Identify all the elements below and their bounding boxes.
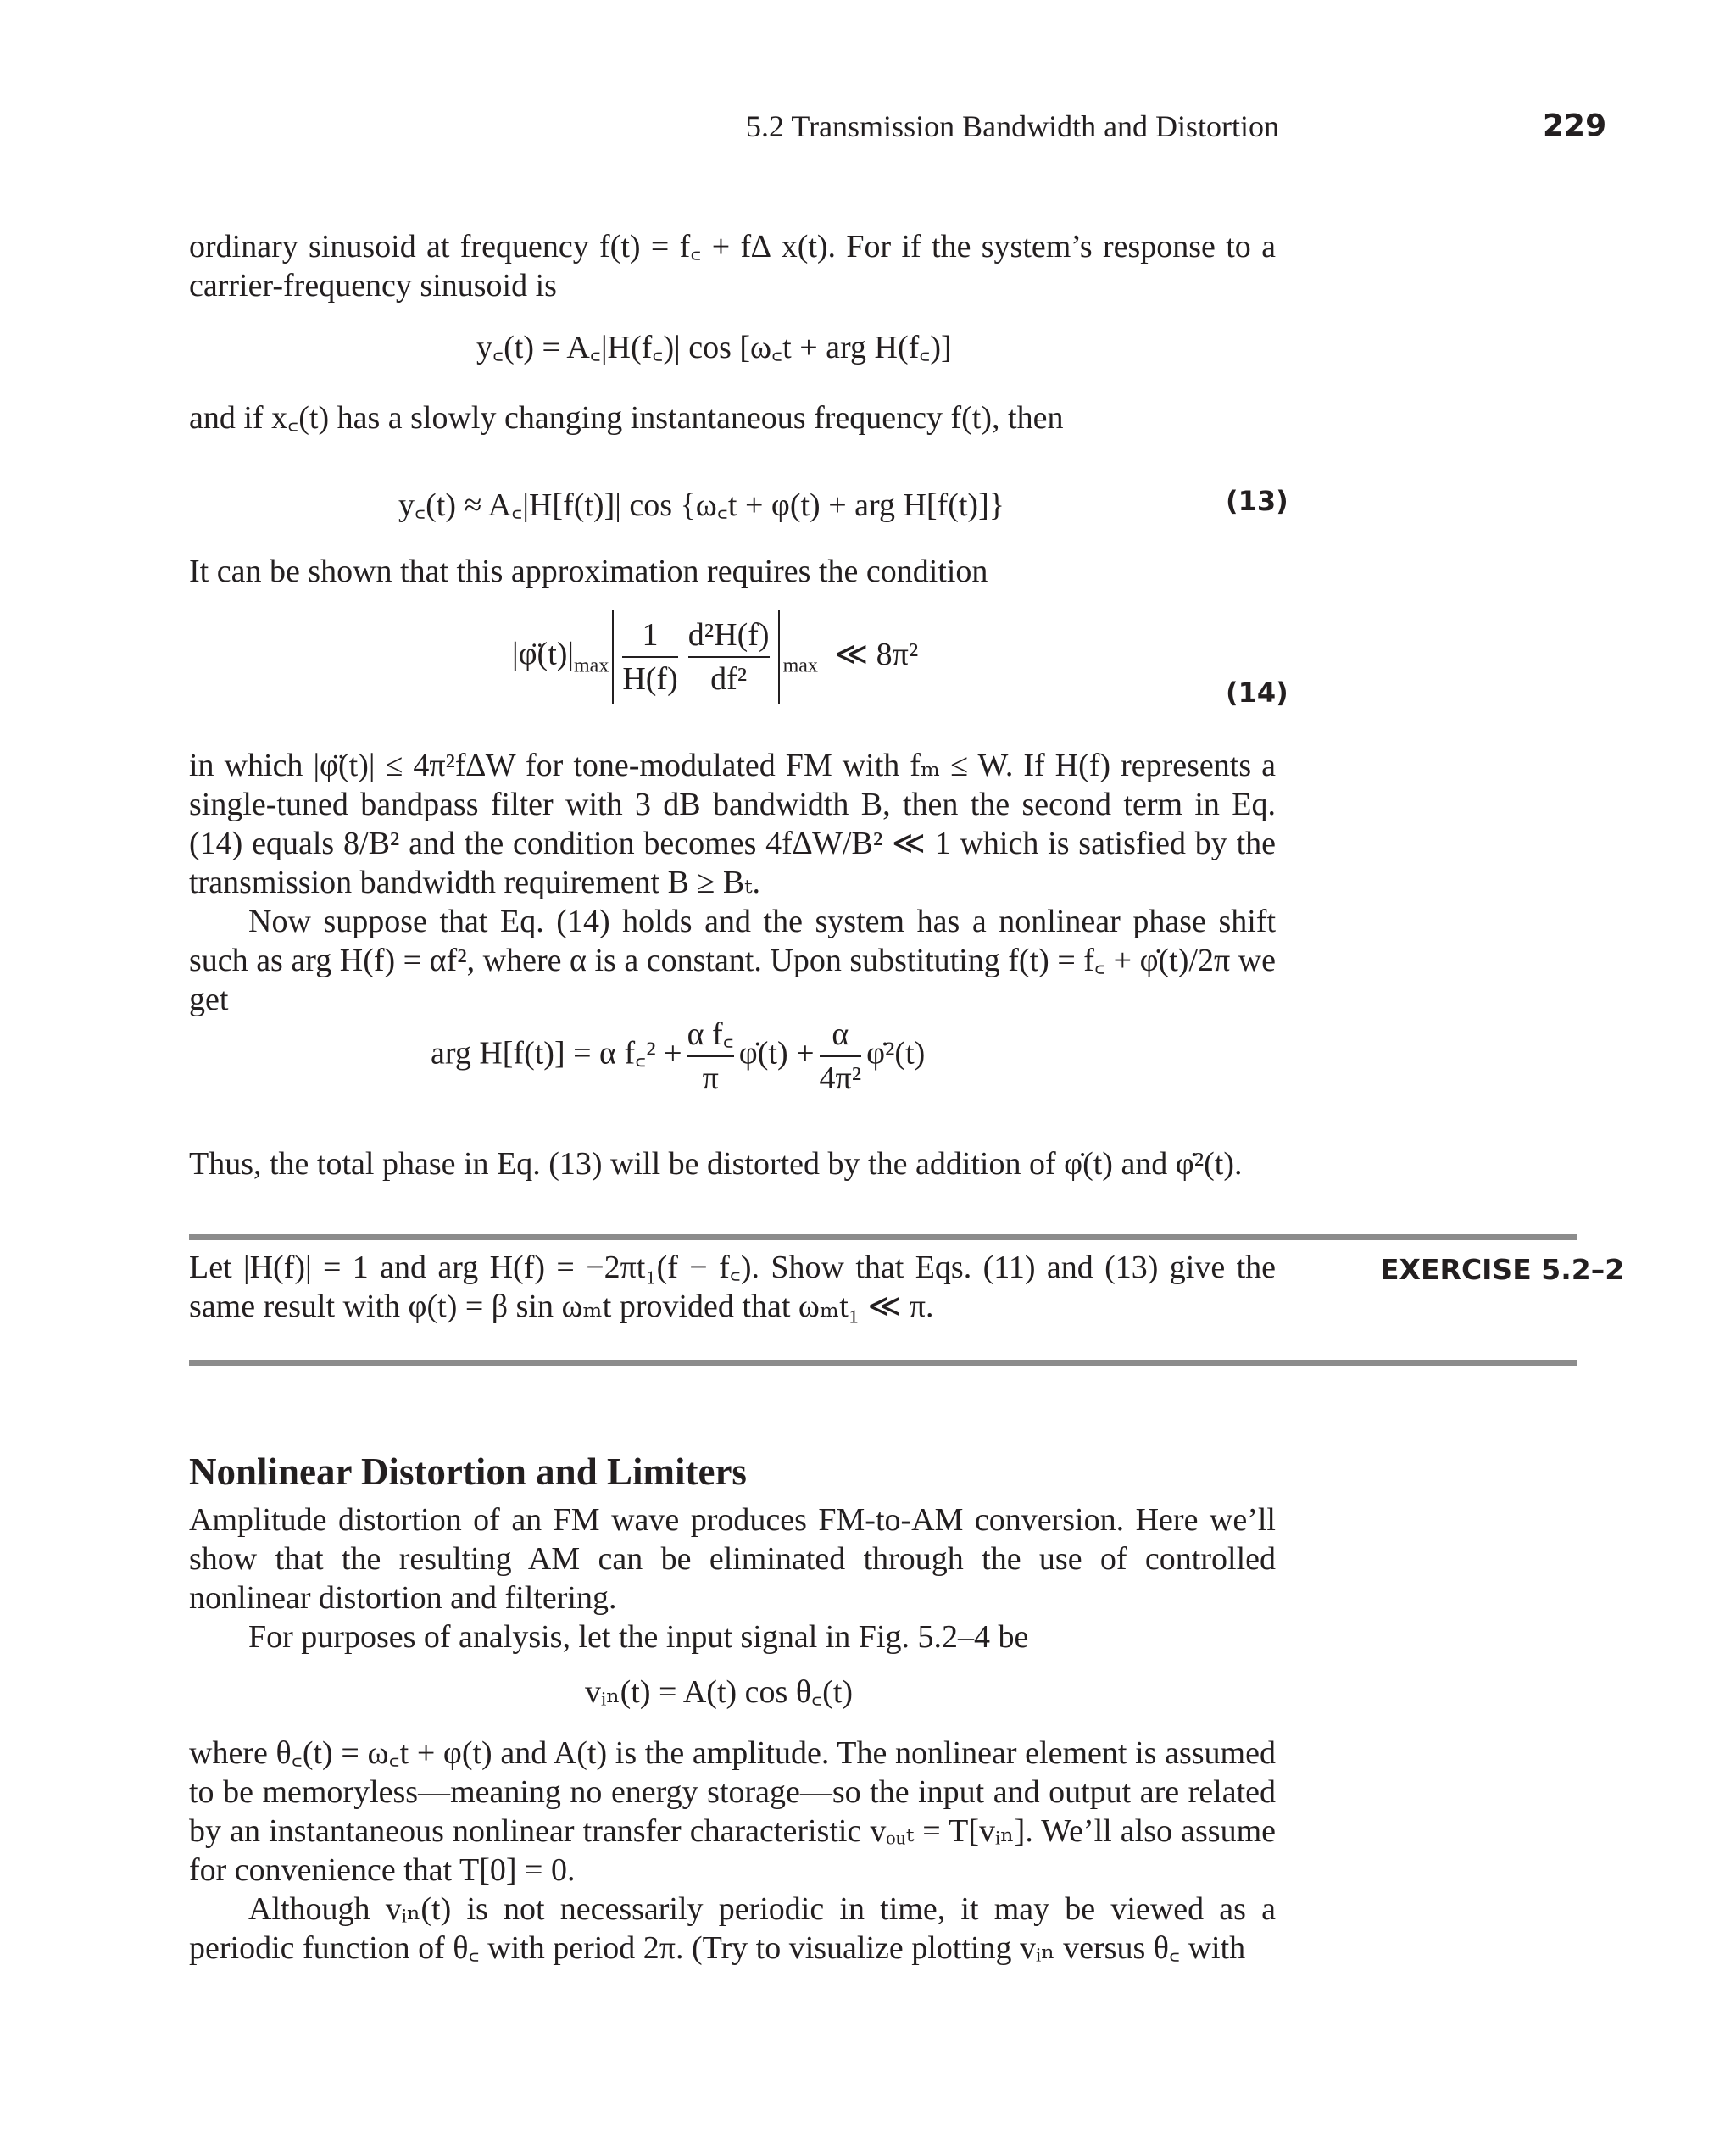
equation-number: (13) [1226,485,1288,517]
paragraph-text: It can be shown that this approximation requires the condition [189,554,988,589]
denominator: H(f) [622,656,677,700]
paragraph-text: and if x꜀(t) has a slowly changing instantaneous frequency f(t), then [189,400,1064,436]
eq-arg-end: φ̇²(t) [866,1035,926,1072]
equation-14 [512,610,918,704]
running-header: 5.2 Transmission Bandwidth and Distortion [746,109,1280,143]
fraction [687,1013,734,1100]
paragraph-text: Amplitude distortion of an FM wave produces FM-to-AM conversion. Here we’ll show that the resulting AM can be eliminated through the use of controlled nonlinear distortion and filtering. [189,1502,1276,1616]
paragraph [189,1500,1276,1656]
eq14-lhs: |φ̈(t)| [512,636,575,672]
numerator: α f꜀ [687,1016,734,1052]
paragraph-text: Thus, the total phase in Eq. (13) will be distorted by the addition of φ̇(t) and φ̇²(t). [189,1146,1243,1182]
numerator: d²H(f) [687,617,770,653]
paragraph-text: ordinary sinusoid at frequency f(t) = f꜀ + f∆ x(t). For if the system’s response to a carrier-frequency sinusoid is [189,229,1276,303]
page-number: 229 [1543,109,1607,143]
paragraph-text: Although vᵢₙ(t) is not necessarily periodic in time, it may be viewed as a periodic function of θ꜀ with period 2π. (Try to visualize plotting vᵢₙ versus θ꜀ with [189,1891,1276,1966]
eq14-max-sub: max [782,654,818,677]
paragraph-text: Now suppose that Eq. (14) holds and the system has a nonlinear phase shift such as arg H(f) = αf², where α is a constant. Upon substituting f(t) = f꜀ + φ̇(t)/2π we get [189,904,1276,1017]
abs-bar-left [612,610,614,704]
paragraph [189,552,1276,591]
numerator: α [832,1016,849,1052]
exercise-top-rule [189,1234,1577,1240]
paragraph-text: Let |H(f)| = 1 and arg H(f) = −2πt₁(f − f꜀). Show that Eqs. (11) and (13) give the same result with φ(t) = β sin ωₘt provided that ωₘt₁ ≪ π. [189,1250,1276,1324]
equation-number: (14) [1226,676,1288,709]
paragraph-text: where θ꜀(t) = ω꜀t + φ(t) and A(t) is the amplitude. The nonlinear element is assumed to be memoryless—meaning no energy storage—so the input and output are related by an instantaneous nonlinear transfer characteristic vₒᵤₜ = T[vᵢₙ]. We’ll also assume for convenience that T[0] = 0. [189,1735,1276,1888]
paragraph [189,227,1276,305]
fraction [622,614,677,700]
paragraph [189,746,1276,1019]
paragraph [189,1734,1276,1968]
exercise-text [189,1248,1276,1326]
denominator: 4π² [820,1055,862,1100]
exercise-bottom-rule [189,1360,1577,1366]
denominator: π [687,1055,734,1100]
paragraph [189,1144,1276,1183]
denominator: df² [688,656,770,700]
eq-arg-mid: φ̇(t) + [738,1035,815,1072]
equation-yc: y꜀(t) = A꜀|H(f꜀)| cos [ω꜀t + arg H(f꜀)] [476,330,952,365]
paragraph-text: in which |φ̈(t)| ≤ 4π²f∆W for tone-modulated FM with fₘ ≤ W. If H(f) represents a single-tuned bandpass filter with 3 dB bandwidth B, then the second term in Eq. (14) equals 8/B² and the condition becomes 4f∆W/B² ≪ 1 which is satisfied by the transmission bandwidth requirement B ≥ Bₜ. [189,748,1276,900]
eq14-max-sub: max [574,654,609,677]
equation-13: y꜀(t) ≈ A꜀|H[f(t)]| cos {ω꜀t + φ(t) + arg H[f(t)]} [398,487,1004,523]
eq14-rhs: ≪ 8π² [834,636,919,672]
equation-vin: vᵢₙ(t) = A(t) cos θ꜀(t) [585,1674,854,1710]
abs-bar-right [778,610,780,704]
fraction [688,614,770,700]
paragraph [189,398,1276,437]
numerator: 1 [642,617,659,653]
exercise-label: EXERCISE 5.2–2 [1380,1253,1625,1286]
eq-arg-lhs: arg H[f(t)] = α f꜀² + [431,1035,682,1072]
fraction [820,1013,862,1100]
equation-arg [431,1013,925,1100]
section-title: Nonlinear Distortion and Limiters [189,1450,747,1493]
paragraph-text: For purposes of analysis, let the input signal in Fig. 5.2–4 be [248,1619,1029,1655]
